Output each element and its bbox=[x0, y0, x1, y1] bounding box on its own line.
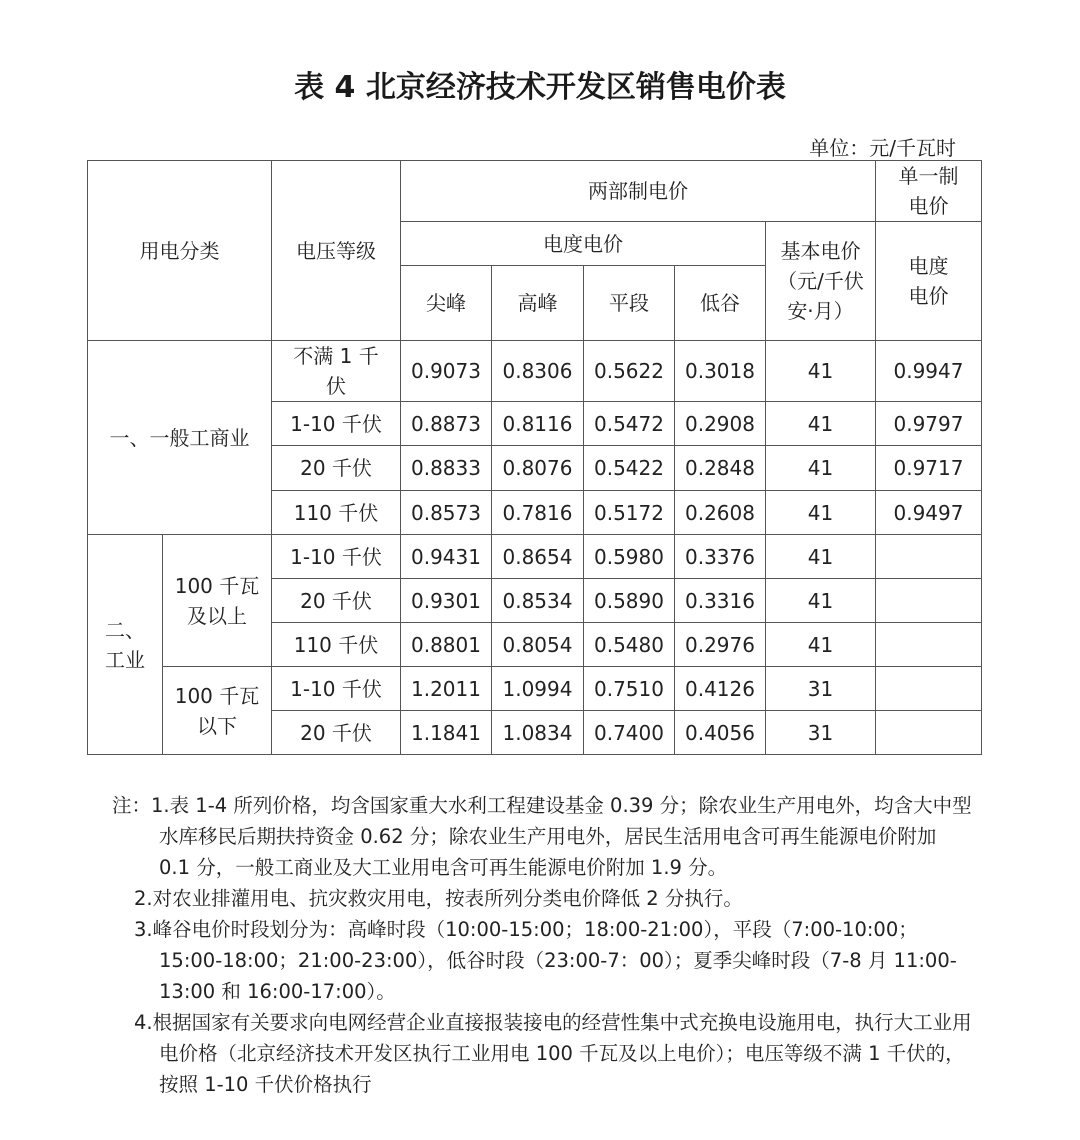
header-category: 用电分类 bbox=[88, 161, 272, 341]
value-cell: 1.1841 bbox=[401, 711, 492, 755]
value-cell bbox=[876, 711, 982, 755]
voltage-cell: 不满 1 千伏 bbox=[272, 341, 401, 402]
value-cell: 0.4126 bbox=[675, 667, 766, 711]
header-voltage: 电压等级 bbox=[272, 161, 401, 341]
value-cell: 0.8116 bbox=[492, 402, 584, 446]
header-two-part: 两部制电价 bbox=[401, 161, 876, 222]
value-cell: 0.2848 bbox=[675, 446, 766, 491]
value-cell: 41 bbox=[766, 623, 876, 667]
value-cell: 0.8306 bbox=[492, 341, 584, 402]
header-peak-top: 尖峰 bbox=[401, 266, 492, 341]
voltage-cell: 110 千伏 bbox=[272, 623, 401, 667]
header-basic: 基本电价（元/千伏安·月） bbox=[766, 222, 876, 341]
value-cell: 31 bbox=[766, 667, 876, 711]
value-cell: 0.4056 bbox=[675, 711, 766, 755]
group-industry-below: 100 千瓦以下 bbox=[163, 667, 272, 755]
value-cell: 0.2608 bbox=[675, 491, 766, 535]
value-cell: 0.5480 bbox=[584, 623, 675, 667]
value-cell bbox=[876, 535, 982, 579]
value-cell: 0.7816 bbox=[492, 491, 584, 535]
value-cell: 0.9497 bbox=[876, 491, 982, 535]
value-cell: 0.8873 bbox=[401, 402, 492, 446]
value-cell: 41 bbox=[766, 535, 876, 579]
table-row bbox=[88, 535, 982, 579]
header-single-energy: 电度电价 bbox=[876, 222, 982, 341]
header-single: 单一制电价 bbox=[876, 161, 982, 222]
note-4: 4.根据国家有关要求向电网经营企业直接报装接电的经营性集中式充换电设施用电，执行大工业用电价格（北京经济技术开发区执行工业用电 100 千瓦及以上电价）；电压等级不满 1 千伏的，按照 1-10 千伏价格执行 bbox=[134, 1011, 972, 1096]
value-cell: 0.8573 bbox=[401, 491, 492, 535]
value-cell: 0.8833 bbox=[401, 446, 492, 491]
note-1: 注：1.表 1-4 所列价格，均含国家重大水利工程建设基金 0.39 分；除农业生产用电外，均含大中型水库移民后期扶持资金 0.62 分；除农业生产用电外，居民生活用电含可再生能源电价附加 0.1 分，一般工商业及大工业用电含可再生能源电价附加 1.9 分。 bbox=[112, 794, 972, 879]
value-cell: 0.3018 bbox=[675, 341, 766, 402]
voltage-cell: 20 千伏 bbox=[272, 446, 401, 491]
value-cell: 1.2011 bbox=[401, 667, 492, 711]
value-cell: 0.9301 bbox=[401, 579, 492, 623]
value-cell: 0.8534 bbox=[492, 579, 584, 623]
value-cell: 0.8054 bbox=[492, 623, 584, 667]
voltage-cell: 110 千伏 bbox=[272, 491, 401, 535]
notes bbox=[112, 790, 972, 1100]
value-cell: 0.3316 bbox=[675, 579, 766, 623]
value-cell: 0.3376 bbox=[675, 535, 766, 579]
value-cell: 0.5422 bbox=[584, 446, 675, 491]
value-cell bbox=[876, 623, 982, 667]
voltage-cell: 1-10 千伏 bbox=[272, 667, 401, 711]
value-cell: 41 bbox=[766, 579, 876, 623]
note-2: 2.对农业排灌用电、抗灾救灾用电，按表所列分类电价降低 2 分执行。 bbox=[134, 887, 743, 910]
value-cell: 0.5472 bbox=[584, 402, 675, 446]
value-cell: 0.8801 bbox=[401, 623, 492, 667]
value-cell: 1.0994 bbox=[492, 667, 584, 711]
table-row bbox=[88, 667, 982, 711]
value-cell: 0.2908 bbox=[675, 402, 766, 446]
voltage-cell: 20 千伏 bbox=[272, 579, 401, 623]
value-cell: 41 bbox=[766, 491, 876, 535]
value-cell: 0.5980 bbox=[584, 535, 675, 579]
value-cell: 41 bbox=[766, 341, 876, 402]
value-cell: 41 bbox=[766, 446, 876, 491]
unit-label: 单位：元/千瓦时 bbox=[809, 136, 956, 160]
value-cell: 0.9431 bbox=[401, 535, 492, 579]
voltage-cell: 20 千伏 bbox=[272, 711, 401, 755]
page-title: 表 4 北京经济技术开发区销售电价表 bbox=[294, 70, 786, 105]
header-flat: 平段 bbox=[584, 266, 675, 341]
header-valley: 低谷 bbox=[675, 266, 766, 341]
group-industry: 二、工业 bbox=[88, 535, 163, 755]
value-cell: 0.9073 bbox=[401, 341, 492, 402]
table-row bbox=[88, 341, 982, 402]
voltage-cell: 1-10 千伏 bbox=[272, 535, 401, 579]
group-industry-above: 100 千瓦及以上 bbox=[163, 535, 272, 667]
header-energy-price: 电度电价 bbox=[401, 222, 766, 266]
value-cell: 0.9797 bbox=[876, 402, 982, 446]
value-cell bbox=[876, 579, 982, 623]
value-cell: 0.7400 bbox=[584, 711, 675, 755]
value-cell: 0.7510 bbox=[584, 667, 675, 711]
value-cell: 0.8654 bbox=[492, 535, 584, 579]
voltage-cell: 1-10 千伏 bbox=[272, 402, 401, 446]
note-3: 3.峰谷电价时段划分为：高峰时段（10:00-15:00；18:00-21:00），平段（7:00-10:00；15:00-18:00；21:00-23:00），低谷时段（23:00-7：00）；夏季尖峰时段（7-8 月 11:00-13:00 和 16:00-17:00）。 bbox=[134, 918, 957, 1003]
value-cell: 41 bbox=[766, 402, 876, 446]
price-table bbox=[87, 160, 982, 755]
value-cell: 31 bbox=[766, 711, 876, 755]
value-cell: 1.0834 bbox=[492, 711, 584, 755]
value-cell: 0.9947 bbox=[876, 341, 982, 402]
header-peak: 高峰 bbox=[492, 266, 584, 341]
value-cell: 0.5172 bbox=[584, 491, 675, 535]
group-general: 一、一般工商业 bbox=[88, 341, 272, 535]
value-cell: 0.2976 bbox=[675, 623, 766, 667]
value-cell: 0.5622 bbox=[584, 341, 675, 402]
value-cell: 0.5890 bbox=[584, 579, 675, 623]
value-cell: 0.8076 bbox=[492, 446, 584, 491]
value-cell bbox=[876, 667, 982, 711]
value-cell: 0.9717 bbox=[876, 446, 982, 491]
